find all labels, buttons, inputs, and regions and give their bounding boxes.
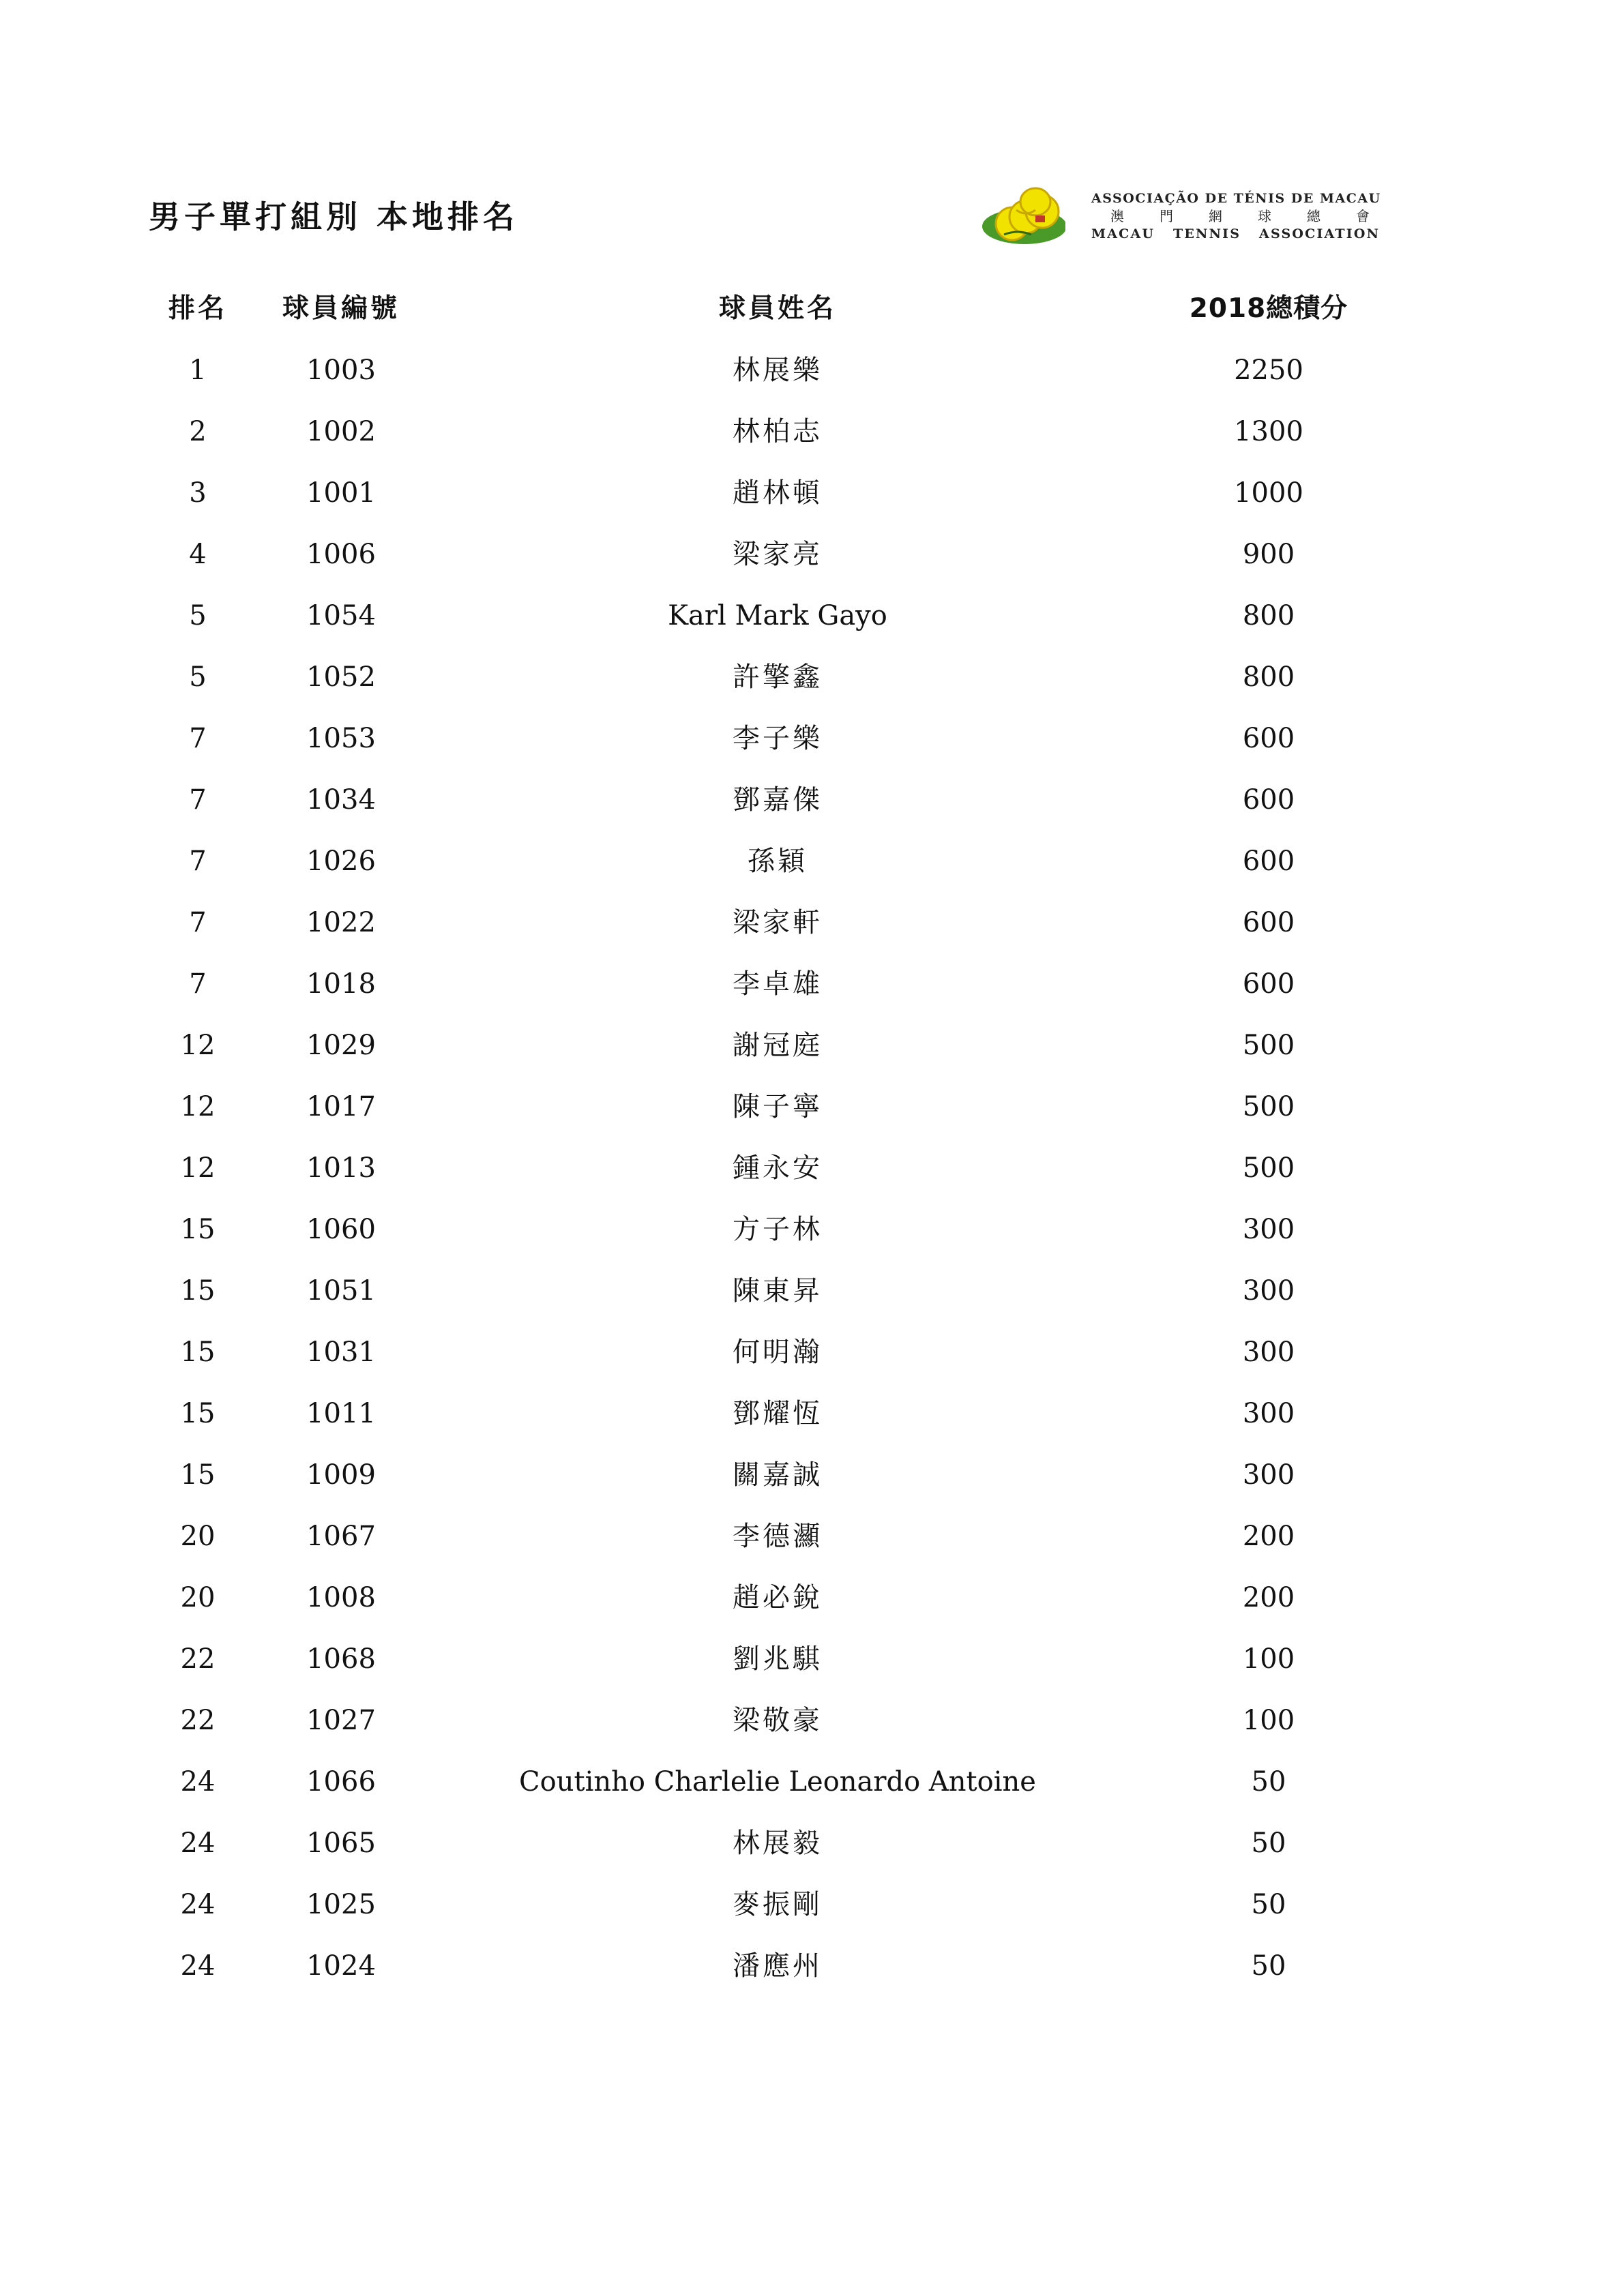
table-header [136,278,1391,340]
points-cell: 300 [1242,1337,1295,1368]
rank-cell: 7 [189,723,207,754]
player-name-cell: 李卓雄 [733,968,823,1000]
table-row [136,340,1391,401]
rank-cell: 24 [180,1889,216,1920]
rank-cell: 12 [180,1030,216,1061]
rank-cell: 15 [180,1337,216,1368]
points-cell: 800 [1242,600,1295,631]
header-rank: 排名 [168,293,227,324]
player-name-cell: 陳子寧 [733,1091,823,1122]
table-row [136,1322,1391,1383]
player-name-cell: 梁家軒 [733,907,823,938]
player-name-cell: 潘應州 [733,1950,823,1982]
table-row [136,1199,1391,1260]
table-body [136,340,1391,1997]
rank-cell: 5 [189,600,207,631]
player-id-cell: 1065 [306,1828,376,1859]
player-name-cell: 林柏志 [733,416,823,447]
points-cell: 600 [1242,907,1295,938]
table-row [136,1444,1391,1506]
rank-cell: 7 [189,968,207,1000]
player-id-cell: 1011 [306,1398,376,1429]
header-points: 2018總積分 [1189,293,1348,324]
table-row [136,1874,1391,1935]
points-cell: 600 [1242,846,1295,877]
ranking-table [136,278,1391,1997]
player-id-cell: 1053 [306,723,376,754]
player-name-cell: 趙必銳 [733,1582,823,1613]
points-cell: 50 [1251,1950,1286,1982]
table-row [136,1015,1391,1076]
player-name-cell: 林展毅 [733,1828,823,1859]
player-name-cell: 孫穎 [748,846,808,877]
table-row [136,1567,1391,1628]
table-row [136,1813,1391,1874]
rank-cell: 12 [180,1091,216,1122]
header-player-name: 球員姓名 [718,293,836,324]
player-id-cell: 1027 [306,1705,376,1736]
player-id-cell: 1067 [306,1521,376,1552]
rank-cell: 7 [189,784,207,816]
player-id-cell: 1017 [306,1091,376,1122]
rank-cell: 5 [189,661,207,693]
table-row [136,708,1391,769]
points-cell: 800 [1242,661,1295,693]
player-id-cell: 1034 [306,784,376,816]
player-id-cell: 1051 [306,1275,376,1307]
player-name-cell: 梁家亮 [733,539,823,570]
table-row [136,401,1391,462]
points-cell: 100 [1242,1705,1295,1736]
player-id-cell: 1052 [306,661,376,693]
rank-cell: 7 [189,907,207,938]
rank-cell: 2 [189,416,207,447]
points-cell: 50 [1251,1766,1286,1798]
player-id-cell: 1003 [306,355,376,386]
player-id-cell: 1066 [306,1766,376,1798]
player-id-cell: 1001 [306,477,376,509]
rank-cell: 22 [180,1705,216,1736]
player-id-cell: 1031 [306,1337,376,1368]
player-id-cell: 1025 [306,1889,376,1920]
association-logo [977,181,1405,250]
table-row [136,1076,1391,1137]
points-cell: 50 [1251,1828,1286,1859]
logo-text-chinese: 澳門網球總會 [1110,208,1405,224]
table-row [136,1506,1391,1567]
rank-cell: 22 [180,1643,216,1675]
player-id-cell: 1029 [306,1030,376,1061]
rank-cell: 15 [180,1214,216,1245]
table-row [136,646,1391,708]
rank-cell: 7 [189,846,207,877]
points-cell: 2250 [1234,355,1303,386]
table-row [136,1260,1391,1322]
player-id-cell: 1068 [306,1643,376,1675]
player-id-cell: 1008 [306,1582,376,1613]
player-name-cell: 李子樂 [733,723,823,754]
header-player-id: 球員編號 [282,293,400,324]
player-id-cell: 1022 [306,907,376,938]
player-name-cell: 許擎鑫 [733,661,823,693]
player-name-cell: 陳東昇 [733,1275,823,1307]
table-row [136,831,1391,892]
table-row [136,585,1391,646]
points-cell: 200 [1242,1582,1295,1613]
player-id-cell: 1013 [306,1152,376,1184]
rank-cell: 24 [180,1950,216,1982]
page-title: 男子單打組別 本地排名 [149,198,519,235]
rank-cell: 3 [189,477,207,509]
player-id-cell: 1026 [306,846,376,877]
points-cell: 500 [1242,1091,1295,1122]
player-id-cell: 1018 [306,968,376,1000]
player-name-cell: 何明瀚 [733,1337,823,1368]
rank-cell: 24 [180,1766,216,1798]
player-name-cell: 梁敬豪 [733,1705,823,1736]
player-id-cell: 1002 [306,416,376,447]
table-row [136,769,1391,831]
rank-cell: 20 [180,1582,216,1613]
table-row [136,1751,1391,1813]
table-row [136,953,1391,1015]
player-name-cell: 方子林 [733,1214,823,1245]
player-name-cell: 劉兆騏 [733,1643,823,1675]
player-id-cell: 1054 [306,600,376,631]
player-name-cell: Coutinho Charlelie Leonardo Antoine [519,1766,1036,1798]
table-row [136,1137,1391,1199]
player-name-cell: 鄧嘉傑 [733,784,823,816]
player-name-cell: 關嘉誠 [733,1459,823,1491]
points-cell: 300 [1242,1275,1295,1307]
points-cell: 600 [1242,968,1295,1000]
rank-cell: 20 [180,1521,216,1552]
points-cell: 1300 [1234,416,1303,447]
points-cell: 600 [1242,784,1295,816]
points-cell: 100 [1242,1643,1295,1675]
rank-cell: 15 [180,1275,216,1307]
points-cell: 200 [1242,1521,1295,1552]
rank-cell: 1 [189,355,207,386]
rank-cell: 4 [189,539,207,570]
points-cell: 1000 [1234,477,1303,509]
player-id-cell: 1060 [306,1214,376,1245]
points-cell: 500 [1242,1152,1295,1184]
points-cell: 300 [1242,1459,1295,1491]
rank-cell: 15 [180,1398,216,1429]
player-name-cell: 鍾永安 [733,1152,823,1184]
logo-text-english: MACAU TENNIS ASSOCIATION [1091,226,1381,241]
player-name-cell: 李德灦 [733,1521,823,1552]
table-row [136,524,1391,585]
table-row [136,892,1391,953]
table-row [136,462,1391,524]
player-name-cell: Karl Mark Gayo [668,600,887,631]
logo-text-portuguese: ASSOCIAÇÃO DE TÉNIS DE MACAU [1091,191,1381,206]
rank-cell: 24 [180,1828,216,1859]
table-row [136,1935,1391,1997]
points-cell: 500 [1242,1030,1295,1061]
player-name-cell: 趙林頓 [733,477,823,509]
player-id-cell: 1009 [306,1459,376,1491]
player-name-cell: 鄧耀恆 [733,1398,823,1429]
table-row [136,1690,1391,1751]
player-id-cell: 1024 [306,1950,376,1982]
points-cell: 900 [1242,539,1295,570]
points-cell: 600 [1242,723,1295,754]
table-row [136,1383,1391,1444]
rank-cell: 12 [180,1152,216,1184]
player-name-cell: 謝冠庭 [733,1030,823,1061]
rank-cell: 15 [180,1459,216,1491]
table-row [136,1628,1391,1690]
player-id-cell: 1006 [306,539,376,570]
points-cell: 300 [1242,1214,1295,1245]
tennis-ball-logo-icon [977,181,1065,250]
player-name-cell: 林展樂 [733,355,823,386]
player-name-cell: 麥振剛 [733,1889,823,1920]
points-cell: 300 [1242,1398,1295,1429]
points-cell: 50 [1251,1889,1286,1920]
